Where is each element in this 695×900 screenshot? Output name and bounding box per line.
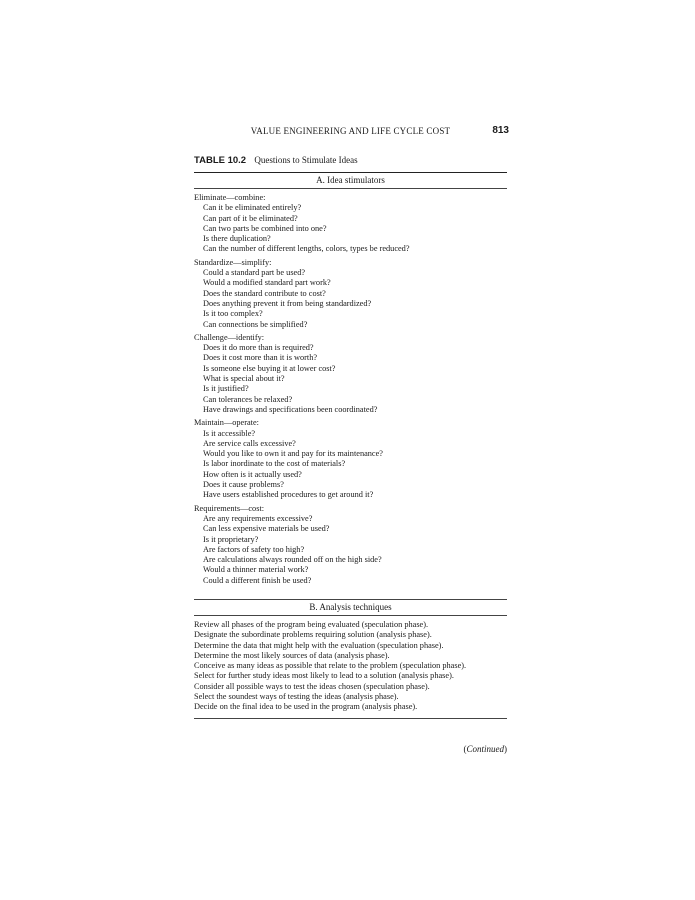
question-item: Are any requirements excessive? [203,513,313,523]
question-item: Does it cause problems? [203,480,284,490]
group-title: Standardize—simplify: [194,257,272,267]
question-item: Have users established procedures to get around it? [203,490,374,500]
continued-text: Continued [466,744,504,754]
group-title: Eliminate—combine: [194,193,266,202]
question-item: Are factors of safety too high? [203,544,305,554]
question-item: Can connections be simplified? [203,319,308,329]
question-item: Would a modified standard part work? [203,278,331,288]
question-item: Can part of it be eliminated? [203,213,298,223]
table-label: TABLE 10.2 [194,155,247,166]
technique-item: Review all phases of the program being evaluated (speculation phase). [194,619,429,629]
table-bottom-rule [194,718,507,719]
question-item: Are service calls excessive? [203,438,296,448]
technique-item: Determine the most likely sources of data (analysis phase). [194,650,390,660]
group-standardize-simplify [194,258,507,330]
group-title: Requirements—cost: [194,503,265,513]
continued-note: (Continued) [463,744,507,754]
group-eliminate-combine [194,193,507,255]
question-item: Is it too complex? [203,309,263,319]
question-item: Would a thinner material work? [203,565,309,575]
question-item: Does it cost more than it is worth? [203,353,318,363]
group-title: Maintain—operate: [194,418,259,428]
question-item: Is it accessible? [203,428,256,438]
section-b-heading: B. Analysis techniques [309,601,392,612]
table-title: Questions to Stimulate Ideas [254,155,358,165]
question-item: Can less expensive materials be used? [203,524,330,534]
section-b [194,599,507,719]
technique-item: Select for further study ideas most likely to lead to a solution (analysis phase). [194,671,454,681]
technique-item: Decide on the final idea to be used in the program (analysis phase). [194,702,418,712]
group-challenge-identify [194,333,507,415]
question-item: Could a different finish be used? [203,575,312,585]
technique-item: Designate the subordinate problems requiring solution (analysis phase). [194,630,432,640]
question-item: Is there duplication? [203,234,271,244]
section-a-heading: A. Idea stimulators [316,175,385,185]
section-a-body [194,189,507,593]
question-item: Is it justified? [203,384,249,394]
group-title: Challenge—identify: [194,332,265,342]
page-number: 813 [492,125,509,136]
questions-table [194,172,507,719]
question-item: What is special about it? [203,374,285,384]
question-item: Does it do more than is required? [203,343,314,353]
running-head: VALUE ENGINEERING AND LIFE CYCLE COST [250,126,451,136]
question-item: Are calculations always rounded off on the high side? [203,555,382,565]
technique-item: Consider all possible ways to test the ideas chosen (speculation phase). [194,681,430,691]
technique-item: Conceive as many ideas as possible that relate to the problem (speculation phase). [194,661,467,671]
section-b-body [194,616,507,718]
question-item: Does the standard contribute to cost? [203,288,326,298]
group-maintain-operate [194,418,507,500]
question-item: Have drawings and specifications been coordinated? [203,404,378,414]
question-item: Can tolerances be relaxed? [203,394,293,404]
technique-item: Select the soundest ways of testing the ideas (analysis phase). [194,692,399,702]
technique-item: Determine the data that might help with the evaluation (speculation phase). [194,640,444,650]
question-item: Does anything prevent it from being standardized? [203,298,372,308]
page-header [194,126,507,140]
question-item: Can it be eliminated entirely? [203,203,302,213]
question-item: Can two parts be combined into one? [203,223,327,233]
table-caption [194,155,358,166]
question-item: Is it proprietary? [203,534,259,544]
question-item: Would you like to own it and pay for its maintenance? [203,449,383,459]
question-item: Is labor inordinate to the cost of materials? [203,459,346,469]
question-item: Can the number of different lengths, colors, types be reduced? [203,244,410,254]
question-item: Could a standard part be used? [203,268,306,278]
group-requirements-cost [194,504,507,586]
question-item: Is someone else buying it at lower cost? [203,363,336,373]
question-item: How often is it actually used? [203,469,302,479]
